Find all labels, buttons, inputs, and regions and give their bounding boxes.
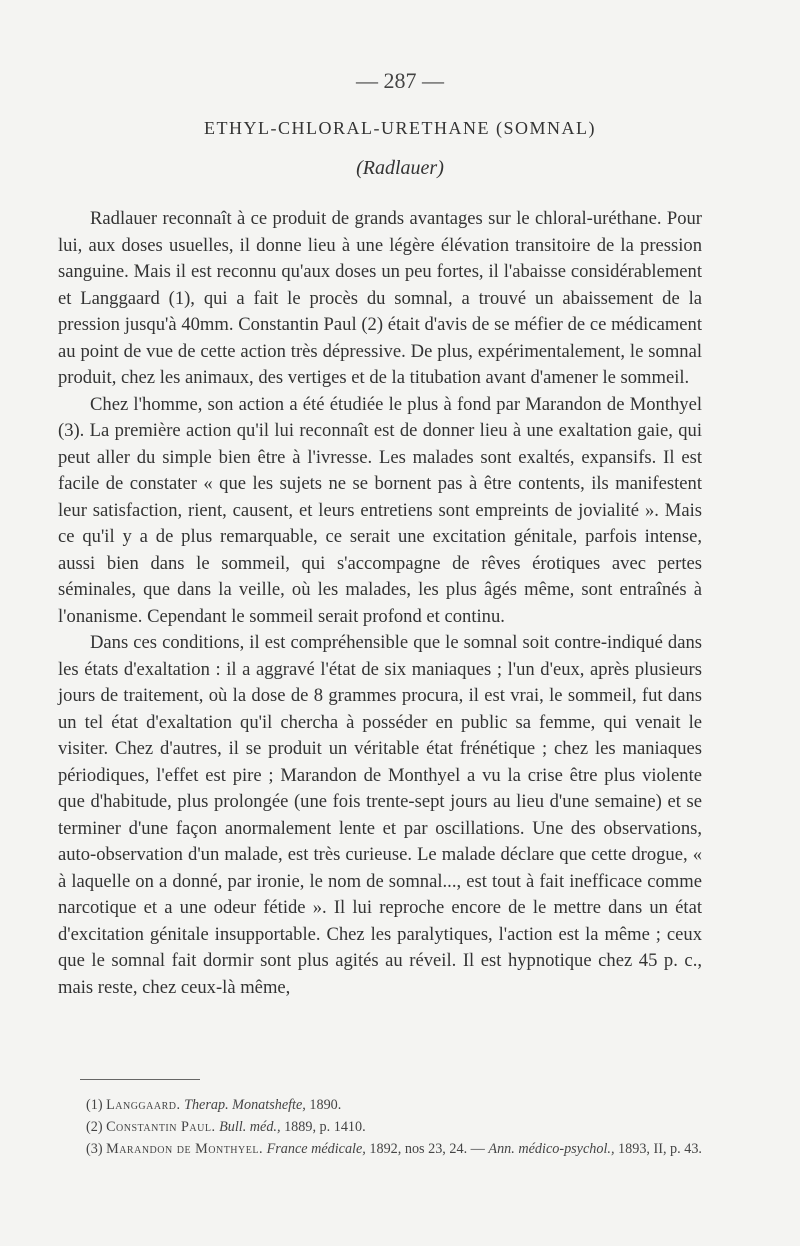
paragraph: Dans ces conditions, il est compréhensible que le somnal soit contre-indiqué dans les états d'exaltation : il a aggravé l'état de six maniaques ; l'un d'eux, après plusieurs jours de traitement, où la dose de 8 grammes procura, il est vrai, le sommeil, fut dans un tel état d'exaltation qu'il chercha à posséder en public sa femme, qui venait le visiter. Chez d'autres, il se produit un véritable état frénétique ; chez les maniaques périodiques, l'effet est pire ; Marandon de Monthyel a vu la crise être plus violente que d'habitude, plus prolongée (une fois trente-sept jours au lieu d'une semaine) et se terminer d'une façon anormalement lente et par oscillations. Une des observations, auto-observation d'un malade, est très curieuse. Le malade déclare que cette drogue, « à laquelle on a donné, par ironie, le nom de somnal..., est tout à fait inefficace comme narcotique et a une odeur fétide ». Il lui reproche encore de le mettre dans un état d'excitation génitale insupportable. Chez les paralytiques, l'action est la même ; ceux que le somnal fait dormir sont plus agités au réveil. Il est hypnotique chez 45 p. c., mais reste, chez ceux-là même,: [58, 632, 702, 998]
footnote-author: Constantin Paul.: [106, 1119, 216, 1135]
footnote-number: (3): [86, 1141, 103, 1157]
page-number: — 287 —: [356, 68, 444, 93]
footnote-divider: [80, 1079, 200, 1080]
section-title: ETHYL-CHLORAL-URETHANE (SOMNAL): [204, 118, 596, 138]
footnote-number: (2): [86, 1119, 103, 1135]
footnote-details: 1889, p. 1410.: [284, 1119, 366, 1135]
footnote-details: 1892, nos 23, 24. —: [369, 1141, 485, 1157]
footnote-source: France médicale,: [266, 1141, 366, 1157]
footnote: [58, 1138, 702, 1160]
footnote-source: Bull. méd.,: [219, 1119, 281, 1135]
body-text: [58, 206, 702, 1001]
footnote: [58, 1094, 702, 1116]
footnote-author: Langgaard.: [106, 1097, 181, 1113]
footnote-details: 1890.: [309, 1097, 342, 1113]
footnote-author: Marandon de Monthyel.: [106, 1141, 264, 1157]
footnote-details: 1893, II, p. 43.: [618, 1141, 702, 1157]
footnote-source: Ann. médico-psychol.,: [488, 1141, 615, 1157]
paragraph: Radlauer reconnaît à ce produit de grands avantages sur le chloral-uréthane. Pour lui, aux doses usuelles, il donne lieu à une légère élévation transitoire de la pression sanguine. Mais il est reconnu qu'aux doses un peu fortes, il l'abaisse considérablement et Langgaard (1), qui a fait le procès du somnal, a trouvé un abaissement de la pression jusqu'à 40mm. Constantin Paul (2) était d'avis de se méfier de ce médicament au point de vue de cette action très dépressive. De plus, expérimentalement, le somnal produit, chez les animaux, des vertiges et de la titubation avant d'amener le sommeil.: [58, 208, 702, 388]
paragraph: Chez l'homme, son action a été étudiée le plus à fond par Marandon de Monthyel (3). La première action qu'il lui reconnaît est de donner lieu à une exaltation gaie, qui peut aller du simple bien être à l'ivresse. Les malades sont exaltés, expansifs. Il est facile de constater « que les sujets ne se bornent pas à être contents, ils manifestent leur satisfaction, rient, causent, et leurs entretiens sont empreints de jovialité ». Mais ce qu'il y a de plus remarquable, ce serait une excitation génitale, parfois intense, aussi bien dans le sommeil, qui s'accompagne de rêves érotiques avec pertes séminales, que dans la veille, où les malades, les plus âgés même, sont entraînés à l'onanisme. Cependant le sommeil serait profond et continu.: [58, 393, 702, 627]
footnote-source: Therap. Monatshefte,: [184, 1097, 306, 1113]
footnote: [58, 1116, 702, 1138]
section-author: (Radlauer): [356, 157, 444, 179]
footnote-number: (1): [86, 1097, 103, 1113]
footnotes: [58, 1094, 702, 1160]
